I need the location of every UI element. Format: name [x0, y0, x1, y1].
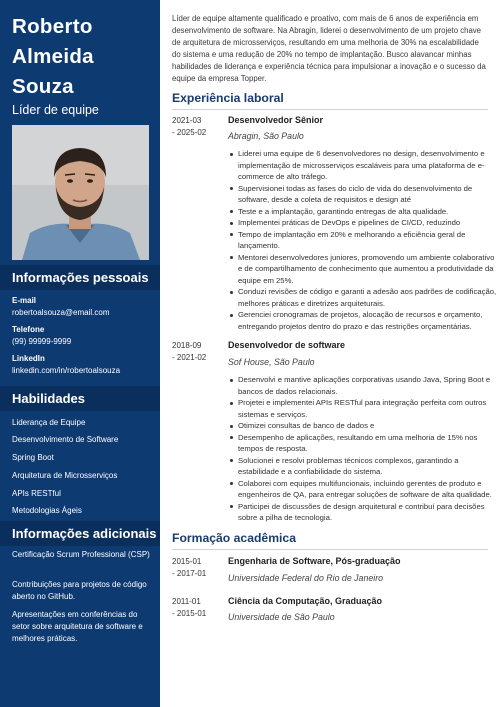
skill-item: Desenvolvimento de Software [12, 435, 119, 444]
edu-degree: Engenharia de Software, Pós-graduação [228, 556, 401, 566]
job-bullet: Colaborei com equipes multifuncionais, incluindo gerentes de produto e engenheiros de QA, para entregar soluções de software de alta qualidade. [238, 478, 500, 501]
job-bullet: Otimizei consultas de banco de dados e [238, 420, 500, 432]
edu-school: Universidade Federal do Rio de Janeiro [228, 573, 384, 583]
skill-item: APIs RESTful [12, 489, 61, 498]
experience-heading: Experiência laboral [172, 91, 284, 105]
email-value: robertoalsouza@email.com [12, 308, 110, 317]
edu-degree: Ciência da Computação, Graduação [228, 596, 383, 606]
job-date-end: - 2021-02 [172, 353, 207, 362]
job-company: Abragin, São Paulo [228, 131, 304, 141]
job-bullet: Teste e a implantação, garantindo entregas de alta qualidade. [238, 206, 500, 218]
job-title: Desenvolvedor Sênior [228, 115, 324, 125]
job-date-start: 2021-03 [172, 116, 202, 125]
edu-school: Universidade de São Paulo [228, 612, 335, 622]
job-bullet: Supervisionei todas as fases do ciclo de vida do desenvolvimento de software, desde a coleta de requisitos e design até [238, 183, 500, 206]
experience-divider [172, 109, 488, 110]
skill-item: Spring Boot [12, 453, 54, 462]
skill-item: Metodologias Ágeis [12, 506, 82, 515]
name-line-2: Almeida [12, 45, 94, 68]
job-company: Sof House, São Paulo [228, 357, 315, 367]
skill-item: Arquitetura de Microsserviços [12, 471, 118, 480]
skill-item: Liderança de Equipe [12, 418, 86, 427]
sidebar [0, 0, 160, 707]
job-bullet: Desenvolvi e mantive aplicações corporativas usando Java, Spring Boot e bancos de dados relacionais. [238, 374, 500, 397]
job-bullet: Solucionei e resolvi problemas técnicos complexos, garantindo a estabilidade e a confiabilidade do sistema. [238, 455, 500, 478]
job-bullets [228, 374, 500, 524]
job-date-end: - 2025-02 [172, 128, 207, 137]
edu-date [172, 596, 222, 620]
name-line-1: Roberto [12, 15, 93, 38]
job-bullet: Participei de discussões de design arquitetural e contribuí para decisões sobre a pilha de tecnologia. [238, 501, 500, 524]
phone-value: (99) 99999-9999 [12, 337, 72, 346]
edu-date [172, 556, 222, 580]
job-bullet: Liderei uma equipe de 6 desenvolvedores no design, desenvolvimento e implementação de microsserviços escaláveis para uma plataforma de e-commerce de alto tráfego. [238, 148, 500, 183]
candidate-title: Líder de equipe [12, 103, 99, 117]
skills-heading: Habilidades [0, 386, 160, 411]
job-date-start: 2018-09 [172, 341, 202, 350]
job-date [172, 115, 222, 139]
edu-date-end: - 2015-01 [172, 609, 207, 618]
job-date [172, 340, 222, 364]
additional-item: Certificação Scrum Professional (CSP) [12, 550, 150, 559]
additional-item: Contribuições para projetos de código aberto no GitHub. [12, 580, 147, 601]
linkedin-value: linkedin.com/in/robertoalsouza [12, 366, 121, 375]
job-bullet: Projetei e implementei APIs RESTful para integração perfeita com outros sistemas e serviços. [238, 397, 500, 420]
job-bullets [228, 148, 500, 332]
edu-date-start: 2015-01 [172, 557, 202, 566]
additional-item: Apresentações em conferências do setor sobre arquitetura de software e melhores práticas. [12, 610, 143, 643]
job-bullet: Gerenciei cronogramas de projetos, alocação de recursos e orçamento, entregando projetos dentro do prazo e das restrições orçamentárias. [238, 309, 500, 332]
email-label: E-mail [12, 296, 37, 305]
job-bullet: Implementei práticas de DevOps e pipelines de CI/CD, reduzindo [238, 217, 500, 229]
job-title: Desenvolvedor de software [228, 340, 346, 350]
education-heading: Formação acadêmica [172, 531, 296, 545]
linkedin-label: LinkedIn [12, 354, 45, 363]
job-bullet: Tempo de implantação em 20% e melhorando a eficiência geral de lançamento. [238, 229, 500, 252]
edu-date-end: - 2017-01 [172, 569, 207, 578]
phone-label: Telefone [12, 325, 45, 334]
summary-text: Líder de equipe altamente qualificado e proativo, com mais de 6 anos de experiência em desenvolvimento de software. Na Abragin, liderei o desenvolvimento de um projeto chave de arquitetura de microsserviços, resultando em uma melhoria de 30% na escalabilidade do sistema e uma redução de 20% no tempo de implantação. Busco alavancar minhas habilidades de liderança e experiência técnica para impulsionar a inovação e o sucesso da equipe da empresa Topper. [172, 14, 486, 83]
education-divider [172, 549, 488, 550]
personal-info-heading: Informações pessoais [0, 265, 160, 290]
job-bullet: Conduzi revisões de código e garanti a adesão aos padrões de codificação, melhores práticas e diretrizes arquiteturais. [238, 286, 500, 309]
job-bullet: Mentorei desenvolvedores juniores, promovendo um ambiente colaborativo e de compartilhamento de conhecimento que aumentou a produtividade da equipe em 25%. [238, 252, 500, 287]
profile-photo [12, 125, 149, 260]
name-line-3: Souza [12, 75, 74, 98]
edu-date-start: 2011-01 [172, 597, 201, 606]
job-bullet: Desempenho de aplicações, resultando em uma melhoria de 15% nos tempos de resposta. [238, 432, 500, 455]
candidate-name [12, 12, 157, 102]
additional-info-heading: Informações adicionais [0, 521, 160, 546]
